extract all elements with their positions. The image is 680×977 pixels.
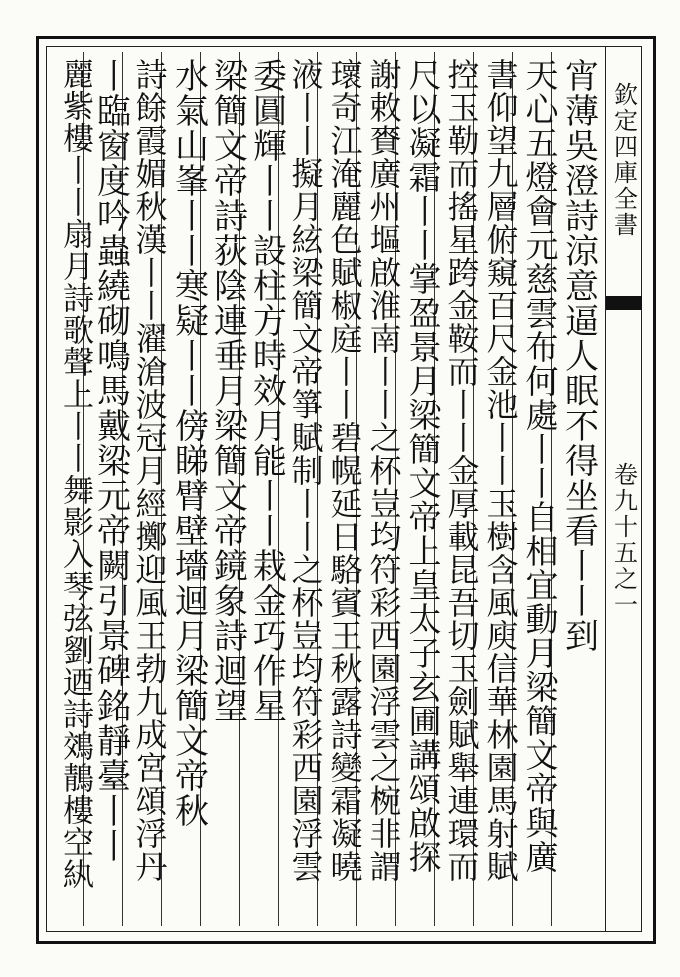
volume-number: 卷九十五之一	[609, 462, 638, 618]
column-text: 委圓輝丨丨設柱方時效月能丨丨栽金巧作星	[246, 58, 287, 723]
fishtail-mark	[606, 296, 642, 310]
margin-band	[605, 46, 642, 932]
text-column	[48, 52, 102, 926]
column-text: 謝敕賚廣州塸啟淮南丨丨之杯豈均符彩西園浮雲之椀非謂	[364, 58, 403, 883]
column-text: 天心五燈會元慈雲布何處丨丨自相宜動月梁簡文帝與廣	[520, 58, 560, 874]
column-text: 丨臨窗度吟蟲繞砌鳴馬戴梁元帝闕引景碑銘靜臺丨丨	[90, 58, 131, 863]
column-text: 宵薄吳澄詩涼意逼人眠不得坐看丨丨到	[558, 58, 599, 653]
column-text: 梁簡文帝詩荻陰連垂月梁簡文帝鏡象詩迴望	[207, 58, 248, 723]
column-text: 瓌奇江淹麗色賦椒庭丨丨碧幌延日駱賓王秋露詩變霜凝曉	[325, 58, 364, 883]
column-text: 書仰望九層俯窺百尺金池丨丨玉樹含風庾信華林園馬射賦	[481, 58, 520, 883]
column-text: 詩餘霞媚秋漢丨丨濯滄波冠月經擲迎風王勃九成宮頌浮丹	[130, 58, 169, 883]
column-text: 控玉勒而搖星跨金鞍而丨丨金厚載昆吾切玉劍賦舉連環而	[442, 58, 481, 883]
column-text: 水氣山峯丨丨寒疑丨丨傍睇臂壁墻迴月梁簡文帝秋	[168, 58, 209, 828]
column-text: 液丨丨擬月絃梁簡文帝箏賦制丨丨之杯豈均符彩西園浮雲	[286, 58, 325, 883]
column-text: 尺以凝霜丨丨掌盈景月梁簡文帝上皇太子玄圃講頌啟探	[403, 58, 443, 874]
book-title: 欽定四庫全書	[609, 82, 638, 238]
column-text: 麗紫樓丨丨扇月詩歌聲上丨丨舞影入琴弦劉迺詩鵁鶄樓空紈	[57, 58, 93, 890]
